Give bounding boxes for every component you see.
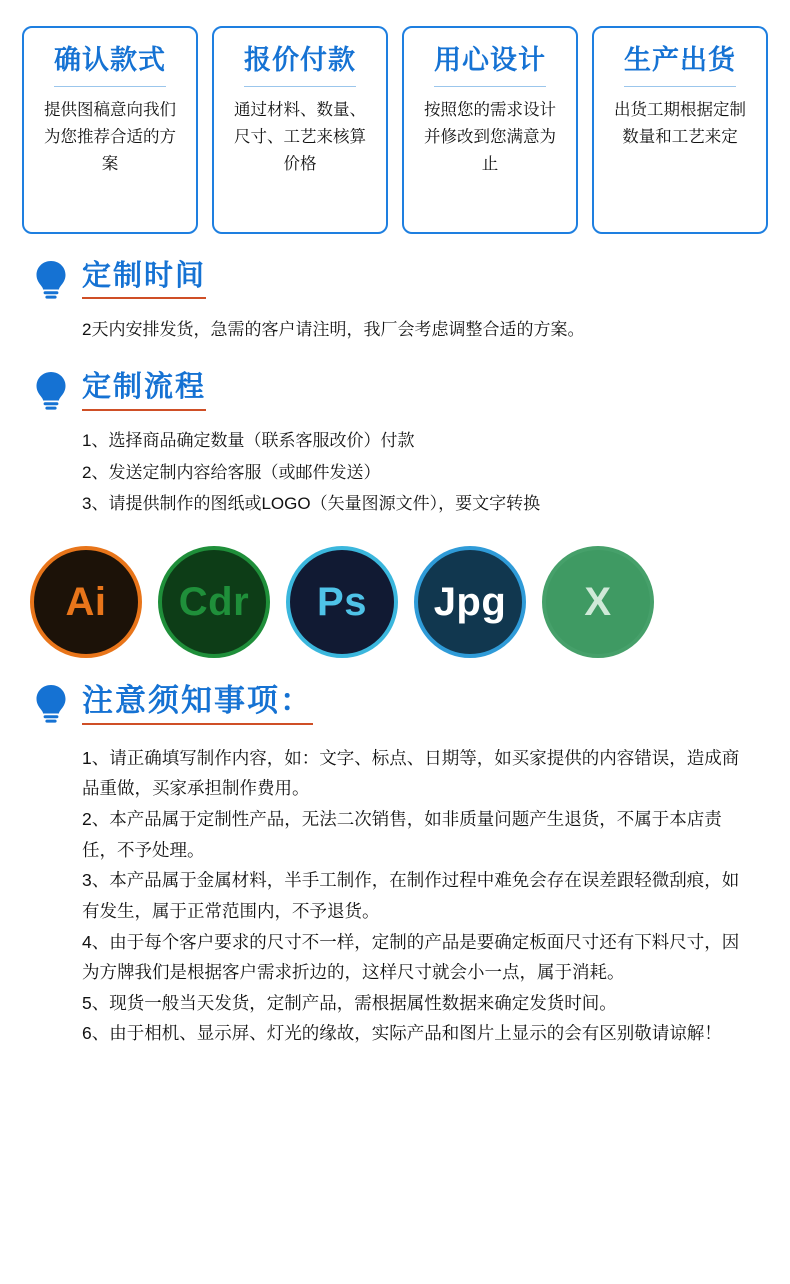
format-label: Ps: [317, 579, 367, 624]
format-label: X: [584, 579, 612, 624]
section-header: [34, 260, 756, 300]
step-card: [402, 26, 578, 234]
title-underline: [82, 409, 206, 411]
divider: [624, 86, 736, 87]
step-title: 用心设计: [434, 45, 546, 75]
section-header: [34, 371, 756, 411]
file-format-badges: [0, 520, 790, 658]
format-badge-cdr: [158, 546, 270, 658]
title-underline: [82, 723, 313, 725]
format-badge-x: [542, 546, 654, 658]
section-header: [34, 684, 756, 725]
step-description: 通过材料、数量、尺寸、工艺来核算价格: [234, 101, 366, 173]
divider: [54, 86, 166, 87]
notice-list: [34, 743, 756, 1049]
format-label: Cdr: [178, 579, 250, 624]
format-badge-jpg: [414, 546, 526, 658]
process-steps: [0, 0, 790, 234]
step-description: 提供图稿意向我们为您推荐合适的方案: [44, 101, 176, 173]
process-step-line: 2、发送定制内容给客服（或邮件发送）: [82, 462, 381, 482]
step-title: 生产出货: [624, 45, 736, 75]
process-step-line: 1、选择商品确定数量（联系客服改价）付款: [82, 431, 415, 451]
section-title: 注意须知事项：: [82, 682, 313, 718]
notice-item: 5、现货一般当天发货，定制产品，需根据属性数据来确定发货时间。: [82, 992, 617, 1013]
step-title: 确认款式: [54, 45, 166, 75]
custom-process-list: [34, 425, 756, 519]
step-title: 报价付款: [244, 45, 356, 75]
divider: [244, 86, 356, 87]
format-badge-ai: [30, 546, 142, 658]
step-description: 按照您的需求设计并修改到您满意为止: [424, 101, 556, 173]
notice-item: 1、请正确填写制作内容，如：文字、标点、日期等，如买家提供的内容错误，造成商品重做，买家承担制作费用。: [82, 747, 740, 799]
divider: [434, 86, 546, 87]
format-label: Jpg: [433, 579, 507, 624]
custom-process-section: [0, 371, 790, 519]
step-card: [22, 26, 198, 234]
step-card: [592, 26, 768, 234]
format-badge-ps: [286, 546, 398, 658]
notice-item: 4、由于每个客户要求的尺寸不一样，定制的产品是要确定板面尺寸还有下料尺寸，因为方牌我们是根据客户需求折边的，这样尺寸就会小一点，属于消耗。: [82, 931, 740, 983]
notice-item: 2、本产品属于定制性产品，无法二次销售，如非质量问题产生退货，不属于本店责任，不予处理。: [82, 809, 722, 860]
step-card: [212, 26, 388, 234]
lightbulb-icon: [34, 371, 68, 411]
section-title: 定制时间: [82, 259, 207, 292]
lightbulb-icon: [34, 684, 68, 724]
notice-item: 3、本产品属于金属材料，半手工制作，在制作过程中难免会存在误差跟轻微刮痕，如有发生，属于正常范围内，不予退货。: [82, 870, 740, 921]
custom-time-text: 2天内安排发货，急需的客户请注明，我厂会考虑调整合适的方案。: [82, 320, 585, 339]
custom-time-section: [0, 260, 790, 345]
step-description: 出货工期根据定制数量和工艺来定: [614, 101, 746, 147]
lightbulb-icon: [34, 260, 68, 300]
title-underline: [82, 297, 206, 299]
format-label: Ai: [65, 579, 107, 624]
process-step-line: 3、请提供制作的图纸或LOGO（矢量图源文件），要文字转换: [82, 494, 541, 514]
notice-section: [0, 684, 790, 1049]
notice-item: 6、由于相机、显示屏、灯光的缘故，实际产品和图片上显示的会有区别敬请谅解！: [82, 1023, 722, 1044]
section-title: 定制流程: [82, 370, 207, 403]
